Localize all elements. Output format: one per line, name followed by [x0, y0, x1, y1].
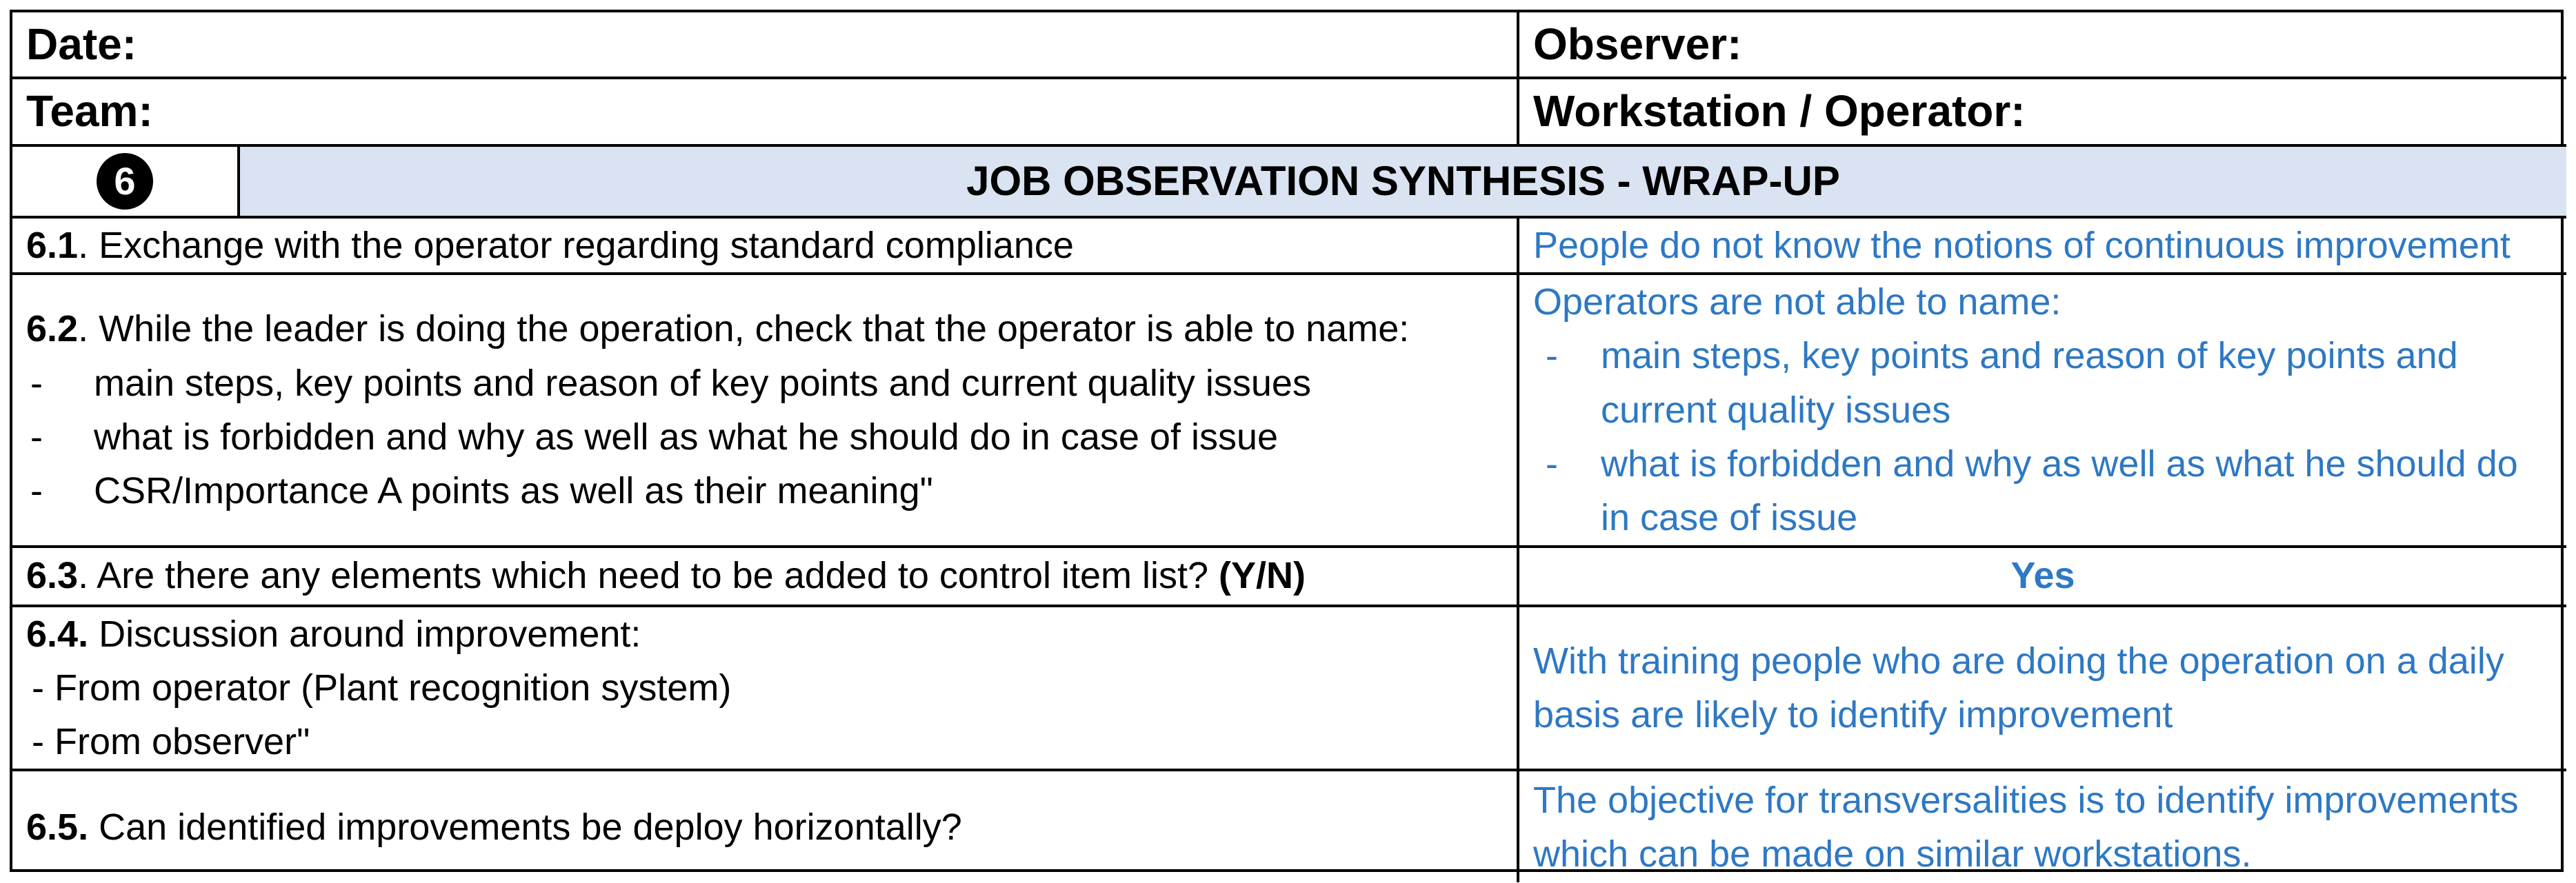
list-item: - main steps, key points and reason of key points and current quality issues [26, 356, 1503, 410]
question-heading [26, 302, 1503, 356]
form-table [12, 12, 2566, 882]
question-text: . While the leader is doing the operation, check that the operator is able to name: [78, 308, 1410, 350]
workstation-operator-label: Workstation / Operator: [1518, 78, 2566, 145]
question-row-6-4 [12, 606, 2566, 771]
answer-text: With training people who are doing the operation on a daily basis are likely to identify improvement [1533, 640, 2504, 736]
question-cell [12, 770, 1518, 882]
question-text: Can identified improvements be deploy horizontally? [88, 806, 962, 848]
answer-cell [1518, 217, 2566, 274]
question-number: 6.2 [26, 308, 79, 350]
answer-text: Yes [2010, 555, 2075, 597]
list-item: - what is forbidden and why as well as what he should do in case of issue [1533, 437, 2553, 545]
header-row-date [12, 12, 2566, 78]
answer-intro: Operators are not able to name: [1533, 281, 2061, 323]
question-row-6-1 [12, 217, 2566, 274]
section-number-cell [12, 145, 239, 217]
question-cell [12, 274, 1518, 546]
question-row-6-3 [12, 547, 2566, 606]
question-text: Discussion around improvement: [88, 613, 641, 655]
yes-no-hint: (Y/N) [1219, 555, 1306, 597]
job-observation-form [10, 10, 2564, 875]
section-title: JOB OBSERVATION SYNTHESIS - WRAP-UP [239, 145, 2566, 217]
list-item: - CSR/Importance A points as well as their meaning" [26, 464, 1503, 518]
answer-list [1533, 329, 2553, 545]
question-number: 6.1 [26, 224, 79, 266]
answer-cell [1518, 547, 2566, 606]
list-item: - From operator (Plant recognition system) [32, 667, 732, 709]
section-number-badge-icon: 6 [97, 153, 153, 210]
question-cell [12, 547, 1518, 606]
section-banner-row [12, 145, 2566, 217]
answer-text: The objective for transversalities is to identify improvements which can be made on similar workstations. [1533, 779, 2519, 875]
question-checklist [26, 356, 1503, 518]
question-text: . Are there any elements which need to be added to control item list? [78, 555, 1219, 597]
question-row-6-5 [12, 770, 2566, 882]
question-number: 6.4. [26, 613, 89, 655]
answer-cell [1518, 274, 2566, 546]
question-number: 6.5. [26, 806, 89, 848]
question-heading [26, 607, 1503, 661]
list-item: - what is forbidden and why as well as what he should do in case of issue [26, 410, 1503, 464]
header-row-team [12, 78, 2566, 145]
observer-label: Observer: [1518, 12, 2566, 78]
list-item: - From observer" [32, 721, 310, 763]
date-label: Date: [12, 12, 1518, 78]
question-text: . Exchange with the operator regarding standard compliance [78, 224, 1074, 266]
team-label: Team: [12, 78, 1518, 145]
list-item: - main steps, key points and reason of key points and current quality issues [1533, 329, 2553, 437]
answer-cell [1518, 770, 2566, 882]
question-cell [12, 606, 1518, 771]
answer-cell [1518, 606, 2566, 771]
answer-text: People do not know the notions of continuous improvement [1533, 224, 2510, 266]
question-number: 6.3 [26, 555, 79, 597]
question-cell [12, 217, 1518, 274]
question-row-6-2 [12, 274, 2566, 546]
